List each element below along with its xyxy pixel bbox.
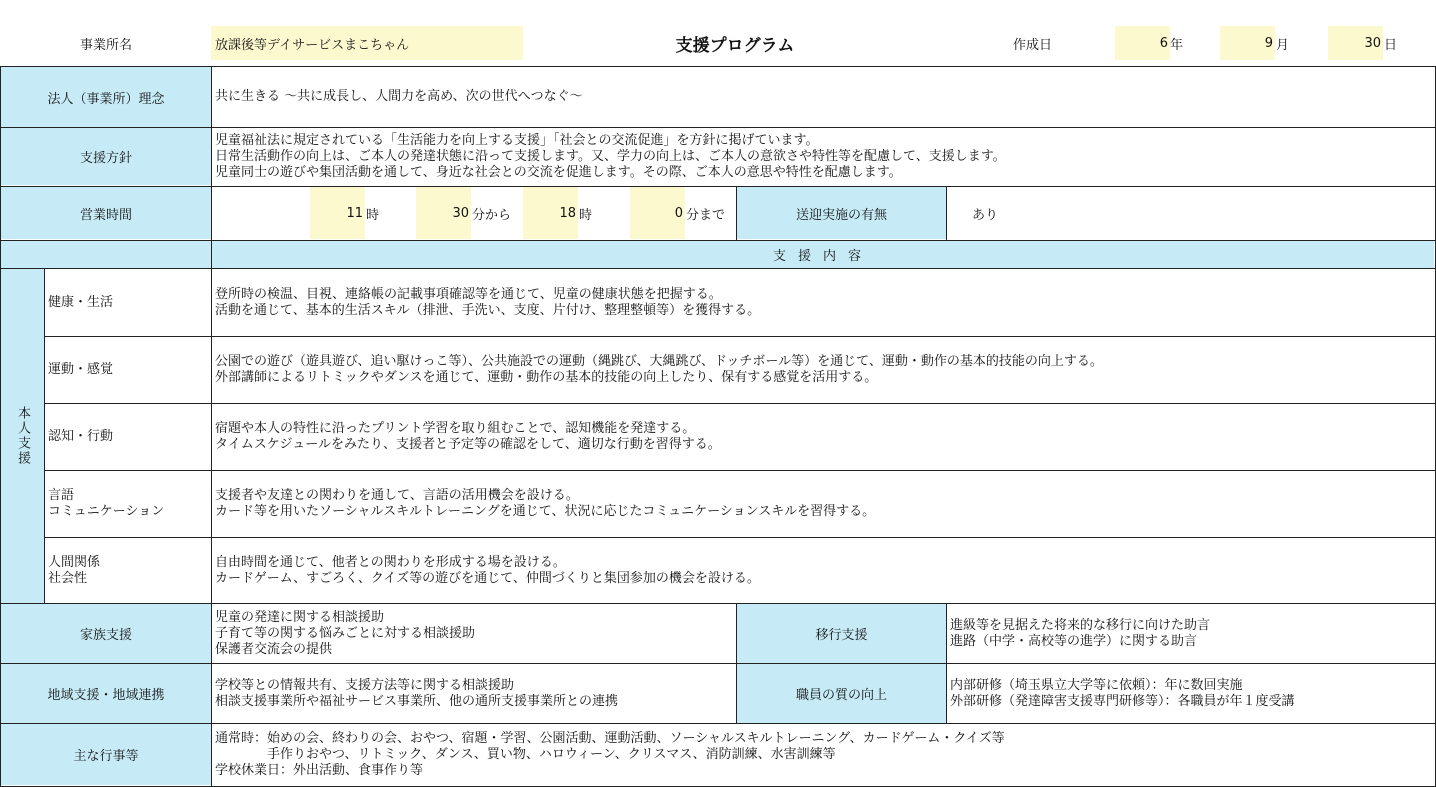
philosophy-label: 法人（事業所）理念 — [1, 67, 211, 127]
personal-row-label-cognition: 認知・行動 — [48, 429, 114, 444]
content-header-blank — [1, 241, 211, 268]
family-support-label: 家族支援 — [1, 604, 211, 663]
transition-support-text: 進級等を見据えた将来的な移行に向けた助言 進路（中学・高校等の進学）に関する助言 — [950, 617, 1211, 649]
page-title: 支援プログラム — [675, 35, 795, 56]
year-unit: 年 — [1170, 37, 1184, 53]
staff-quality-label: 職員の質の向上 — [737, 664, 946, 723]
transition-support-label: 移行支援 — [737, 604, 946, 663]
grid-line — [211, 66, 212, 787]
personal-row-text-health: 登所時の検温、目視、連絡帳の記載事項確認等を通じて、児童の健康状態を把握する。 活動を通じて、基本的生活スキル（排泄、手洗い、支度、片付け、整理整頓等）を獲得する。 — [215, 286, 761, 318]
personal-row-text-cognition: 宿題や本人の特性に沿ったプリント学習を取り組むことで、認知機能を発達する。 タイムスケジュールをみたり、支援者と予定等の確認をして、適切な行動を習得する。 — [215, 421, 721, 452]
personal-support-label: 本人支援 — [1, 269, 44, 603]
grid-line — [44, 470, 1436, 471]
staff-quality-text: 内部研修（埼玉県立大学等に依頼）：年に数回実施 外部研修（発達障害支援専門研修等）：各職員が年１度受講 — [950, 677, 1295, 709]
personal-row-label-motor: 運動・感覚 — [48, 362, 114, 377]
grid-line — [0, 268, 1436, 269]
community-support-text: 学校等との情報共有、支援方法等に関する相談援助 相談支援事業所や福祉サービス事業所、他の通所支援事業所との連携 — [215, 677, 619, 709]
grid-line — [0, 127, 1436, 128]
personal-row-label-health: 健康・生活 — [48, 294, 114, 310]
grid-line — [0, 66, 1, 787]
start-hour-field[interactable]: 11 — [310, 187, 365, 239]
transport-label: 送迎実施の有無 — [737, 187, 946, 239]
grid-line — [0, 66, 1436, 67]
date-label: 作成日 — [1012, 37, 1052, 53]
month-unit: 月 — [1276, 37, 1290, 53]
grid-line — [0, 723, 1436, 724]
grid-line — [0, 240, 1436, 241]
day-field[interactable]: 30 — [1328, 26, 1383, 60]
personal-row-text-language: 支援者や友達との関わりを通して、言語の活用機会を設ける。 カード等を用いたソーシャルスキルトレーニングを通じて、状況に応じたコミュニケーションスキルを習得する。 — [215, 488, 876, 519]
events-text: 通常時：始めの会、終わりの会、おやつ、宿題・学習、公園活動、運動活動、ソーシャルスキルトレーニング、カードゲーム・クイズ等 手作りおやつ、リトミック、ダンス、買い物、ハロウィーン、クリスマス、消防訓練、水害訓練等 学校休業日：外出活動、食事作り等 — [215, 730, 1005, 778]
year-field[interactable]: 6 — [1115, 26, 1170, 60]
start-min-unit: 分から — [472, 207, 512, 223]
office-name-label: 事業所名 — [79, 37, 132, 53]
family-support-text: 児童の発達に関する相談援助 子育て等の関する悩みごとに対する相談援助 保護者交流会の提供 — [215, 609, 476, 657]
grid-line — [44, 537, 1436, 538]
grid-line — [44, 403, 1436, 404]
grid-line — [736, 186, 737, 240]
day-unit: 日 — [1384, 37, 1398, 53]
month-field[interactable]: 9 — [1220, 26, 1275, 60]
philosophy-text: 共に生きる ～共に成長し、人間力を高め、次の世代へつなぐ～ — [215, 89, 583, 104]
grid-line — [0, 663, 1436, 664]
end-min-unit: 分まで — [686, 207, 726, 223]
grid-line — [44, 336, 1436, 337]
community-support-label: 地域支援・地域連携 — [1, 664, 211, 723]
grid-line — [44, 268, 45, 603]
events-label: 主な行事等 — [1, 724, 211, 785]
content-header: 支援内容 — [212, 241, 1434, 268]
start-hour-unit: 時 — [366, 207, 380, 223]
policy-label: 支援方針 — [1, 128, 211, 185]
office-name-field[interactable]: 放課後等デイサービスまこちゃん — [211, 26, 523, 60]
support-program-form — [0, 66, 1436, 787]
grid-line — [0, 603, 1436, 604]
start-min-field[interactable]: 30 — [416, 187, 471, 239]
end-hour-field[interactable]: 18 — [523, 187, 578, 239]
transport-value[interactable]: あり — [972, 207, 999, 223]
personal-row-text-motor: 公園での遊び（遊具遊び、追い駆けっこ等）、公共施設での運動（縄跳び、大縄跳び、ドッチボール等）を通じて、運動・動作の基本的技能の向上する。 外部講師によるリトミックやダンスを通じて、運動・動作の基本的技能の向上したり、保有する感覚を活用する。 — [215, 354, 1103, 385]
grid-line — [946, 603, 947, 723]
grid-line — [736, 603, 737, 723]
policy-text: 児童福祉法に規定されている「生活能力を向上する支援」「社会との交流促進」を方針に掲げています。 日常生活動作の向上は、ご本人の発達状態に沿って支援します。又、学力の向上は、ご本人の意欲さや特性等を配慮して、支援します。 児童同士の遊びや集団活動を通して、身近な社会との交流を促進します。その際、ご本人の意思や特性を配慮します。 — [215, 132, 1006, 180]
personal-row-label-language: 言語 コミュニケーション — [48, 488, 165, 519]
end-min-field[interactable]: 0 — [630, 187, 685, 239]
grid-line — [0, 186, 1436, 187]
personal-row-label-social: 人間関係 社会性 — [48, 554, 101, 586]
end-hour-unit: 時 — [579, 207, 593, 223]
grid-line — [946, 186, 947, 240]
personal-row-text-social: 自由時間を通じて、他者との関わりを形成する場を設ける。 カードゲーム、すごろく、クイズ等の遊びを通じて、仲間づくりと集団参加の機会を設ける。 — [215, 554, 760, 586]
hours-label: 営業時間 — [1, 187, 211, 239]
